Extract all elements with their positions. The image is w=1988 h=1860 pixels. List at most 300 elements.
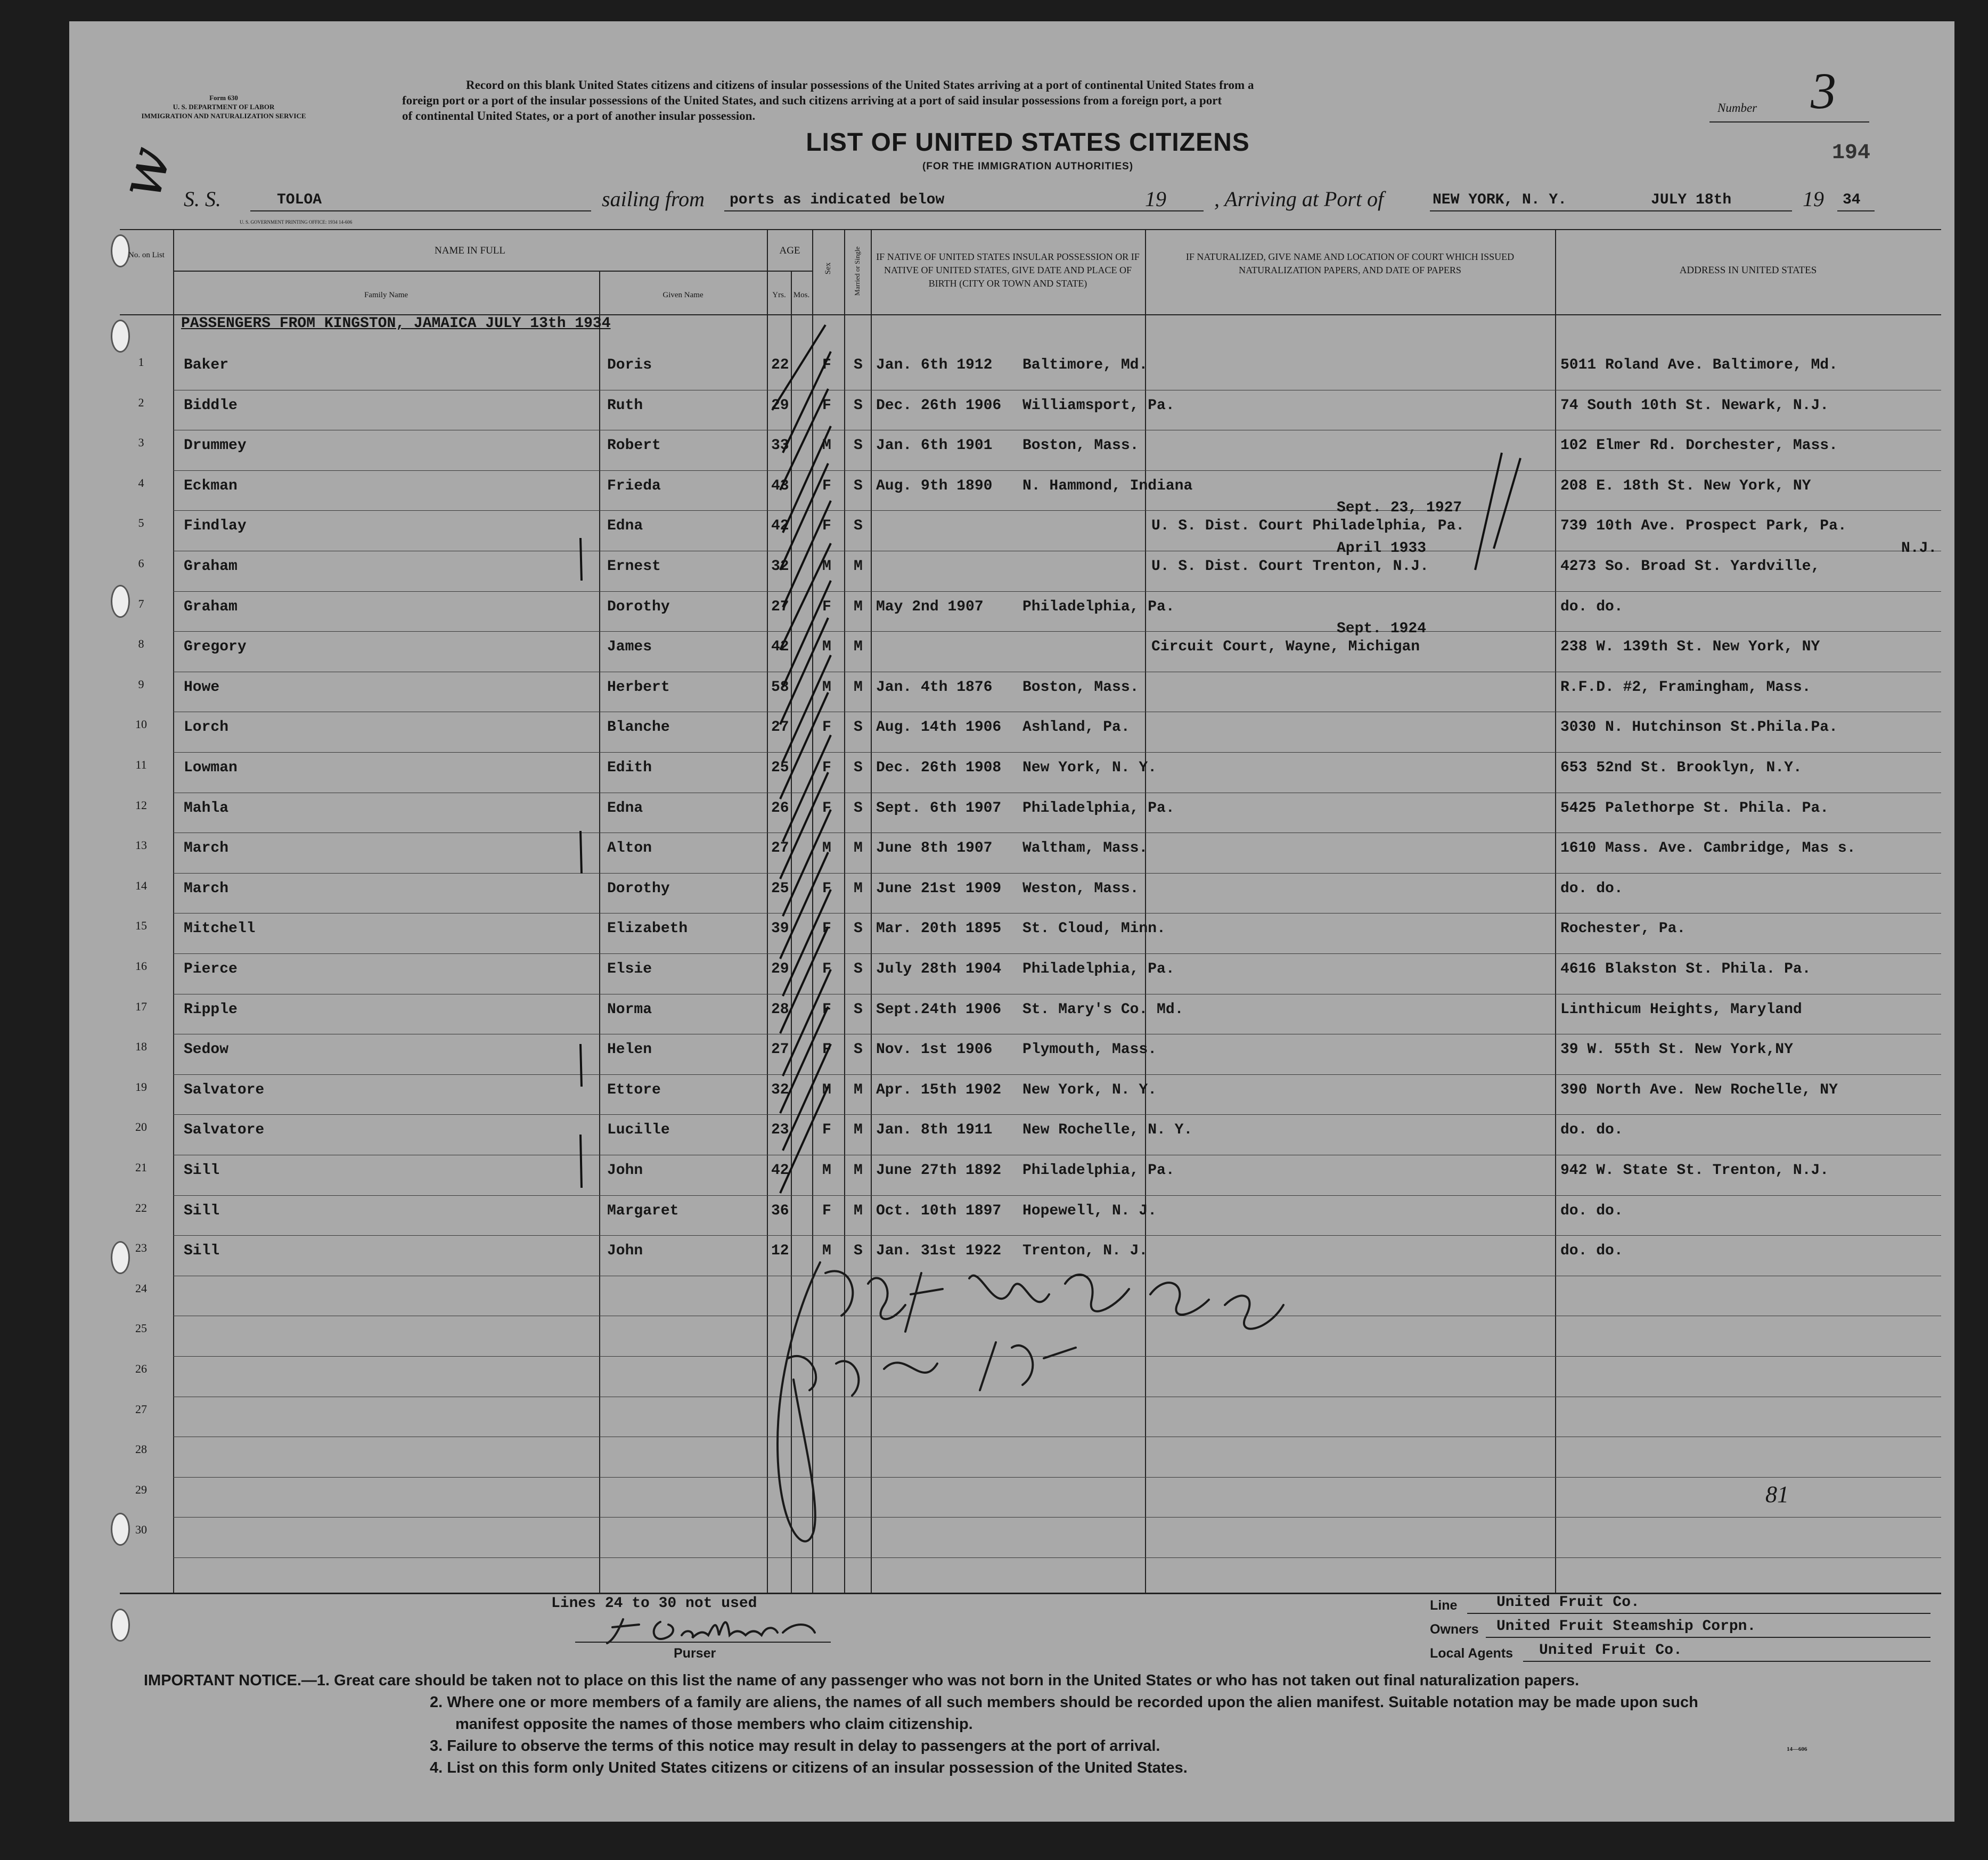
col-header-birth: IF NATIVE OF UNITED STATES INSULAR POSSESSION OR IF NATIVE OF UNITED STATES, GIVE DATE AND PLACE OF BIRTH (CITY OR TOWN AND STATE)	[876, 251, 1140, 289]
address: Linthicum Heights, Maryland	[1560, 1001, 1802, 1018]
birth-date: Dec. 26th 1906	[876, 397, 1002, 414]
sex: F	[822, 760, 831, 776]
birth-place: St. Mary's Co. Md.	[1022, 1001, 1184, 1018]
family-name: Gregory	[184, 639, 247, 655]
important-notice	[144, 1670, 1928, 1779]
sex: F	[822, 1041, 831, 1058]
year-value: 34	[1843, 192, 1861, 208]
row-rule	[173, 631, 1941, 632]
age: 29	[771, 961, 789, 977]
family-name: Graham	[184, 599, 238, 615]
column-divider	[173, 229, 174, 1594]
age: 42	[771, 518, 789, 534]
address-note: N.J.	[1901, 540, 1937, 557]
birth-date: Apr. 15th 1902	[876, 1082, 1002, 1098]
naturalization-court: U. S. Dist. Court Philadelphia, Pa.	[1151, 518, 1465, 534]
birth-place: New York, N. Y.	[1022, 1082, 1157, 1098]
form-code: 14—606	[1787, 1746, 1807, 1752]
address: 39 W. 55th St. New York,NY	[1560, 1041, 1793, 1058]
address: 3030 N. Hutchinson St.Phila.Pa.	[1560, 719, 1838, 736]
age: 23	[771, 1122, 789, 1138]
table-bottom-border	[120, 1593, 1941, 1594]
line-number: 23	[135, 1241, 147, 1254]
marital-status: M	[854, 880, 863, 897]
given-name: Ernest	[607, 558, 661, 575]
sex: M	[822, 437, 831, 454]
address: 74 South 10th St. Newark, N.J.	[1560, 397, 1829, 414]
birth-date: Oct. 10th 1897	[876, 1203, 1002, 1219]
port-underline	[1430, 210, 1792, 211]
marital-status: M	[854, 1162, 863, 1179]
given-name: Frieda	[607, 478, 661, 494]
age: 28	[771, 1001, 789, 1018]
family-name: Biddle	[184, 397, 238, 414]
address: 653 52nd St. Brooklyn, N.Y.	[1560, 760, 1802, 776]
manifest-sheet	[69, 21, 1954, 1822]
notice-item-2: 2. Where one or more members of a family are aliens, the names of all such members should be recorded upon the alien manifest. Suitable notation may be made upon such	[430, 1694, 1698, 1711]
line-number: 20	[135, 1120, 147, 1133]
line-number: 26	[135, 1362, 147, 1375]
line-underline	[1467, 1613, 1930, 1614]
birth-place: Williamsport, Pa.	[1022, 397, 1175, 414]
list-number: 3	[1811, 62, 1836, 119]
address: 4273 So. Broad St. Yardville,	[1560, 558, 1820, 575]
col-header-family-name: Family Name	[364, 291, 408, 299]
notice-item-4: 4. List on this form only United States citizens or citizens of an insular possession of the United States.	[430, 1759, 1188, 1776]
address: do. do.	[1560, 1203, 1623, 1219]
address: 390 North Ave. New Rochelle, NY	[1560, 1082, 1838, 1098]
col-header-given-name: Given Name	[662, 291, 703, 299]
line-number: 4	[138, 476, 144, 490]
given-name: Dorothy	[607, 880, 670, 897]
line-number: 30	[135, 1523, 147, 1536]
marital-status: M	[854, 679, 863, 696]
age: 42	[771, 1162, 789, 1179]
sex: F	[822, 1203, 831, 1219]
page-mark: 81	[1765, 1481, 1789, 1507]
line-number: 15	[135, 919, 147, 932]
given-name: Lucille	[607, 1122, 670, 1138]
col-header-sex: Sex	[824, 262, 832, 275]
ship-name: TOLOA	[277, 192, 322, 208]
birth-date: Aug. 14th 1906	[876, 719, 1002, 736]
age: 42	[771, 639, 789, 655]
ship-name-underline	[250, 210, 591, 211]
marital-status: S	[854, 397, 863, 414]
year-label: 19	[1803, 187, 1824, 211]
birth-date: Mar. 20th 1895	[876, 920, 1002, 937]
age: 32	[771, 558, 789, 575]
given-name: Herbert	[607, 679, 670, 696]
marital-status: S	[854, 760, 863, 776]
line-number: 25	[135, 1321, 147, 1335]
col-header-address: ADDRESS IN UNITED STATES	[1679, 265, 1817, 276]
binder-hole	[111, 320, 130, 353]
family-name: March	[184, 840, 229, 856]
given-name: Ruth	[607, 397, 643, 414]
age: 27	[771, 719, 789, 736]
address: 4616 Blakston St. Phila. Pa.	[1560, 961, 1811, 977]
birth-date: Aug. 9th 1890	[876, 478, 993, 494]
birth-place: Boston, Mass.	[1022, 437, 1139, 454]
line-number: 14	[135, 879, 147, 892]
birth-place: Baltimore, Md.	[1022, 357, 1148, 373]
line-number: 11	[135, 758, 147, 771]
marital-status: S	[854, 961, 863, 977]
family-name: Pierce	[184, 961, 238, 977]
birth-place: Boston, Mass.	[1022, 679, 1139, 696]
sex: M	[822, 840, 831, 856]
col-header-no: No. on List	[128, 251, 165, 259]
line-number: 5	[138, 516, 144, 529]
sex: F	[822, 599, 831, 615]
family-name: Lorch	[184, 719, 229, 736]
year-underline	[1837, 210, 1875, 211]
address: R.F.D. #2, Framingham, Mass.	[1560, 679, 1811, 696]
naturalization-date: Sept. 23, 1927	[1337, 500, 1462, 516]
line-number: 3	[138, 436, 144, 449]
sex: F	[822, 880, 831, 897]
sailing-value: ports as indicated below	[730, 192, 945, 208]
form-department: U. S. DEPARTMENT OF LABOR	[173, 103, 275, 111]
printer-note: U. S. GOVERNMENT PRINTING OFFICE: 1934 14-606	[240, 219, 353, 225]
family-name: Baker	[184, 357, 229, 373]
line-number: 13	[135, 838, 147, 852]
sex: F	[822, 478, 831, 494]
family-name: Graham	[184, 558, 238, 575]
given-name: Edith	[607, 760, 652, 776]
line-number: 6	[138, 557, 144, 570]
record-note-line: foreign port or a port of the insular possessions of the United States, and such citizens arriving at a port of said insular possessions from a foreign port, a port	[402, 94, 1222, 107]
address: 739 10th Ave. Prospect Park, Pa.	[1560, 518, 1847, 534]
line-number: 9	[138, 678, 144, 691]
notice-item-1: —1. Great care should be taken not to place on this list the name of any passenger who was not born in the United States or who has not taken out final naturalization papers.	[301, 1672, 1580, 1689]
sex: F	[822, 961, 831, 977]
family-name: Drummey	[184, 437, 247, 454]
given-name: Ettore	[607, 1082, 661, 1098]
sex: F	[822, 800, 831, 817]
family-name: Mahla	[184, 800, 229, 817]
family-name: Findlay	[184, 518, 247, 534]
officer-signature-text	[778, 1262, 782, 1263]
family-name: Salvatore	[184, 1122, 265, 1138]
marital-status: S	[854, 518, 863, 534]
given-name: Elsie	[607, 961, 652, 977]
row-rule	[173, 470, 1941, 471]
line-number: 12	[135, 798, 147, 812]
age: 36	[771, 1203, 789, 1219]
marital-status: S	[854, 437, 863, 454]
age: 39	[771, 920, 789, 937]
naturalization-date: Sept. 1924	[1337, 621, 1427, 637]
birth-place: New Rochelle, N. Y.	[1022, 1122, 1193, 1138]
line-number: 7	[138, 597, 144, 610]
number-underline	[1709, 121, 1869, 123]
family-name: Salvatore	[184, 1082, 265, 1098]
marital-status: S	[854, 357, 863, 373]
sex: F	[822, 719, 831, 736]
notice-item-2-cont: manifest opposite the names of those members who claim citizenship.	[455, 1716, 973, 1733]
row-rule	[173, 1195, 1941, 1196]
line-value: United Fruit Co.	[1496, 1594, 1640, 1611]
col-header-mos: Mos.	[793, 291, 810, 299]
address: 208 E. 18th St. New York, NY	[1560, 478, 1811, 494]
birth-date: Jan. 8th 1911	[876, 1122, 993, 1138]
age: 27	[771, 599, 789, 615]
family-name: Mitchell	[184, 920, 256, 937]
notice-item-3: 3. Failure to observe the terms of this notice may result in delay to passengers at the port of arrival.	[430, 1737, 1160, 1755]
line-number: 27	[135, 1402, 147, 1416]
sailing-label: sailing from	[602, 187, 705, 211]
given-name: Norma	[607, 1001, 652, 1018]
birth-date: Dec. 26th 1908	[876, 760, 1002, 776]
line-number: 17	[135, 1000, 147, 1013]
line-number: 29	[135, 1483, 147, 1496]
birth-date: Jan. 4th 1876	[876, 679, 993, 696]
handwritten-check-marks	[772, 325, 831, 1193]
owners-label: Owners	[1430, 1622, 1479, 1637]
marital-status: S	[854, 800, 863, 817]
marital-status: M	[854, 1122, 863, 1138]
row-rule	[173, 1235, 1941, 1236]
marital-status: M	[854, 558, 863, 575]
birth-place: N. Hammond, Indiana	[1022, 478, 1193, 494]
marital-status: S	[854, 1001, 863, 1018]
address: do. do.	[1560, 599, 1623, 615]
birth-date: Sept.24th 1906	[876, 1001, 1002, 1018]
arrival-port: NEW YORK, N. Y.	[1433, 192, 1567, 208]
stamp-number: 194	[1832, 141, 1871, 165]
given-name: John	[607, 1243, 643, 1259]
birth-place: Philadelphia, Pa.	[1022, 599, 1175, 615]
birth-date: June 21st 1909	[876, 880, 1002, 897]
birth-place: Waltham, Mass.	[1022, 840, 1148, 856]
column-divider	[1555, 229, 1556, 1594]
given-name: James	[607, 639, 652, 655]
purser-signature	[602, 1611, 825, 1649]
marital-status: S	[854, 1243, 863, 1259]
section-heading: PASSENGERS FROM KINGSTON, JAMAICA JULY 13th 1934	[181, 315, 611, 332]
birth-place: St. Cloud, Minn.	[1022, 920, 1166, 937]
sex: F	[822, 1001, 831, 1018]
birth-place: Weston, Mass.	[1022, 880, 1139, 897]
birth-place: Philadelphia, Pa.	[1022, 1162, 1175, 1179]
given-name: Elizabeth	[607, 920, 688, 937]
ss-label: S. S.	[184, 187, 221, 211]
owners-underline	[1486, 1637, 1930, 1638]
line-label: Line	[1430, 1598, 1458, 1613]
sex: M	[822, 1082, 831, 1098]
age: 32	[771, 1082, 789, 1098]
age: 22	[771, 357, 789, 373]
col-header-naturalized: IF NATURALIZED, GIVE NAME AND LOCATION OF COURT WHICH ISSUED NATURALIZATION PAPERS, AND DATE OF PAPERS	[1185, 251, 1515, 275]
family-name: Sill	[184, 1162, 220, 1179]
purser-label: Purser	[674, 1646, 716, 1661]
birth-place: New York, N. Y.	[1022, 760, 1157, 776]
record-note	[402, 77, 1680, 124]
form-identification	[133, 93, 314, 120]
age: 25	[771, 880, 789, 897]
row-rule	[173, 591, 1941, 592]
family-name: March	[184, 880, 229, 897]
row-rule	[173, 1114, 1941, 1115]
given-name: Edna	[607, 800, 643, 817]
row-rule	[173, 1074, 1941, 1075]
birth-date: June 8th 1907	[876, 840, 993, 856]
name-age-subheader-line	[173, 271, 812, 272]
line-number: 1	[138, 355, 144, 369]
marital-status: M	[854, 1203, 863, 1219]
sex: F	[822, 357, 831, 373]
family-name: Howe	[184, 679, 220, 696]
birth-date: Jan. 6th 1912	[876, 357, 993, 373]
marital-status: S	[854, 920, 863, 937]
notice-label: IMPORTANT NOTICE.	[144, 1672, 301, 1689]
row-rule	[173, 953, 1941, 954]
address: 238 W. 139th St. New York, NY	[1560, 639, 1820, 655]
birth-date: Nov. 1st 1906	[876, 1041, 993, 1058]
agents-value: United Fruit Co.	[1539, 1642, 1682, 1659]
owners-value: United Fruit Steamship Corpn.	[1496, 1618, 1756, 1635]
marital-status: S	[854, 1041, 863, 1058]
marital-status: S	[854, 478, 863, 494]
address: 942 W. State St. Trenton, N.J.	[1560, 1162, 1829, 1179]
birth-date: Jan. 6th 1901	[876, 437, 993, 454]
number-label: Number	[1717, 101, 1757, 115]
sex: F	[822, 518, 831, 534]
family-name: Lowman	[184, 760, 238, 776]
record-note-line: Record on this blank United States citizens and citizens of insular possessions of the United States arriving at a port of continental United States from a	[466, 78, 1254, 92]
check-marks-overlay	[751, 320, 889, 1278]
col-header-name-in-full: NAME IN FULL	[435, 245, 505, 256]
birth-place: Philadelphia, Pa.	[1022, 800, 1175, 817]
purser-underline	[575, 1642, 831, 1643]
age: 29	[771, 397, 789, 414]
line-number: 28	[135, 1442, 147, 1456]
family-name: Sill	[184, 1243, 220, 1259]
agents-underline	[1523, 1661, 1930, 1662]
address: 102 Elmer Rd. Dorchester, Mass.	[1560, 437, 1838, 454]
line-number: 19	[135, 1080, 147, 1094]
col-header-yrs: Yrs.	[772, 291, 786, 299]
officer-signature	[746, 1241, 1305, 1582]
year-prefix: 19	[1145, 187, 1166, 211]
birth-date: July 28th 1904	[876, 961, 1002, 977]
marital-status: S	[854, 719, 863, 736]
age: 33	[771, 437, 789, 454]
arriving-label: , Arriving at Port of	[1214, 187, 1384, 211]
table-top-border	[120, 229, 1941, 230]
birth-place: Plymouth, Mass.	[1022, 1041, 1157, 1058]
page-subtitle: (FOR THE IMMIGRATION AUTHORITIES)	[922, 161, 1134, 172]
age: 58	[771, 679, 789, 696]
birth-place: Hopewell, N. J.	[1022, 1203, 1157, 1219]
family-bracket-marks	[570, 533, 591, 1225]
given-name: Doris	[607, 357, 652, 373]
row-rule	[173, 873, 1941, 874]
given-name: Edna	[607, 518, 643, 534]
age: 12	[771, 1243, 789, 1259]
line-number: 16	[135, 959, 147, 973]
age: 27	[771, 1041, 789, 1058]
naturalization-date: April 1933	[1337, 540, 1427, 557]
age: 26	[771, 800, 789, 817]
address: 5011 Roland Ave. Baltimore, Md.	[1560, 357, 1838, 373]
given-name: Alton	[607, 840, 652, 856]
line-number: 2	[138, 396, 144, 409]
sex: M	[822, 639, 831, 655]
birth-date: Sept. 6th 1907	[876, 800, 1002, 817]
page-title: LIST OF UNITED STATES CITIZENS	[806, 128, 1250, 157]
record-note-line: of continental United States, or a port of another insular possession.	[402, 109, 756, 123]
lines-not-used-note: Lines 24 to 30 not used	[551, 1595, 757, 1612]
given-name: John	[607, 1162, 643, 1179]
address: do. do.	[1560, 1243, 1623, 1259]
sex: M	[822, 679, 831, 696]
marital-status: M	[854, 599, 863, 615]
age: 43	[771, 478, 789, 494]
form-service: IMMIGRATION AND NATURALIZATION SERVICE	[141, 112, 306, 120]
corner-handwritten-mark: w	[105, 139, 185, 206]
address: do. do.	[1560, 880, 1623, 897]
family-name: Eckman	[184, 478, 238, 494]
birth-date: Jan. 31st 1922	[876, 1243, 1002, 1259]
col-header-age: AGE	[779, 245, 800, 256]
birth-place: Philadelphia, Pa.	[1022, 961, 1175, 977]
birth-date: May 2nd 1907	[876, 599, 984, 615]
sailing-underline	[724, 210, 1204, 211]
age: 25	[771, 760, 789, 776]
officer-note-text	[778, 1310, 782, 1311]
birth-place: Trenton, N. J.	[1022, 1243, 1148, 1259]
sex: M	[822, 1243, 831, 1259]
col-header-married: Married or Single	[853, 246, 861, 296]
line-number: 18	[135, 1040, 147, 1053]
age: 27	[771, 840, 789, 856]
row-rule	[173, 510, 1941, 511]
family-name: Sill	[184, 1203, 220, 1219]
marital-status: M	[854, 1082, 863, 1098]
naturalization-court: U. S. Dist. Court Trenton, N.J.	[1151, 558, 1429, 575]
given-name: Dorothy	[607, 599, 670, 615]
given-name: Blanche	[607, 719, 670, 736]
address: 5425 Palethorpe St. Phila. Pa.	[1560, 800, 1829, 817]
birth-date: June 27th 1892	[876, 1162, 1002, 1179]
naturalization-court: Circuit Court, Wayne, Michigan	[1151, 639, 1420, 655]
sex: F	[822, 397, 831, 414]
given-name: Helen	[607, 1041, 652, 1058]
court-handwritten-marks	[1443, 447, 1528, 607]
given-name: Robert	[607, 437, 661, 454]
line-number: 8	[138, 637, 144, 650]
sex: M	[822, 1162, 831, 1179]
family-name: Sedow	[184, 1041, 229, 1058]
birth-place: Ashland, Pa.	[1022, 719, 1130, 736]
address: 1610 Mass. Ave. Cambridge, Mas s.	[1560, 840, 1856, 856]
row-rule	[173, 752, 1941, 753]
marital-status: M	[854, 840, 863, 856]
agents-label: Local Agents	[1430, 1646, 1514, 1661]
marital-status: M	[854, 639, 863, 655]
arrival-date: JULY 18th	[1651, 192, 1732, 208]
family-name: Ripple	[184, 1001, 238, 1018]
line-number: 22	[135, 1201, 147, 1214]
line-number: 21	[135, 1161, 147, 1174]
address: do. do.	[1560, 1122, 1623, 1138]
address: Rochester, Pa.	[1560, 920, 1686, 937]
given-name: Margaret	[607, 1203, 679, 1219]
sex: M	[822, 558, 831, 575]
